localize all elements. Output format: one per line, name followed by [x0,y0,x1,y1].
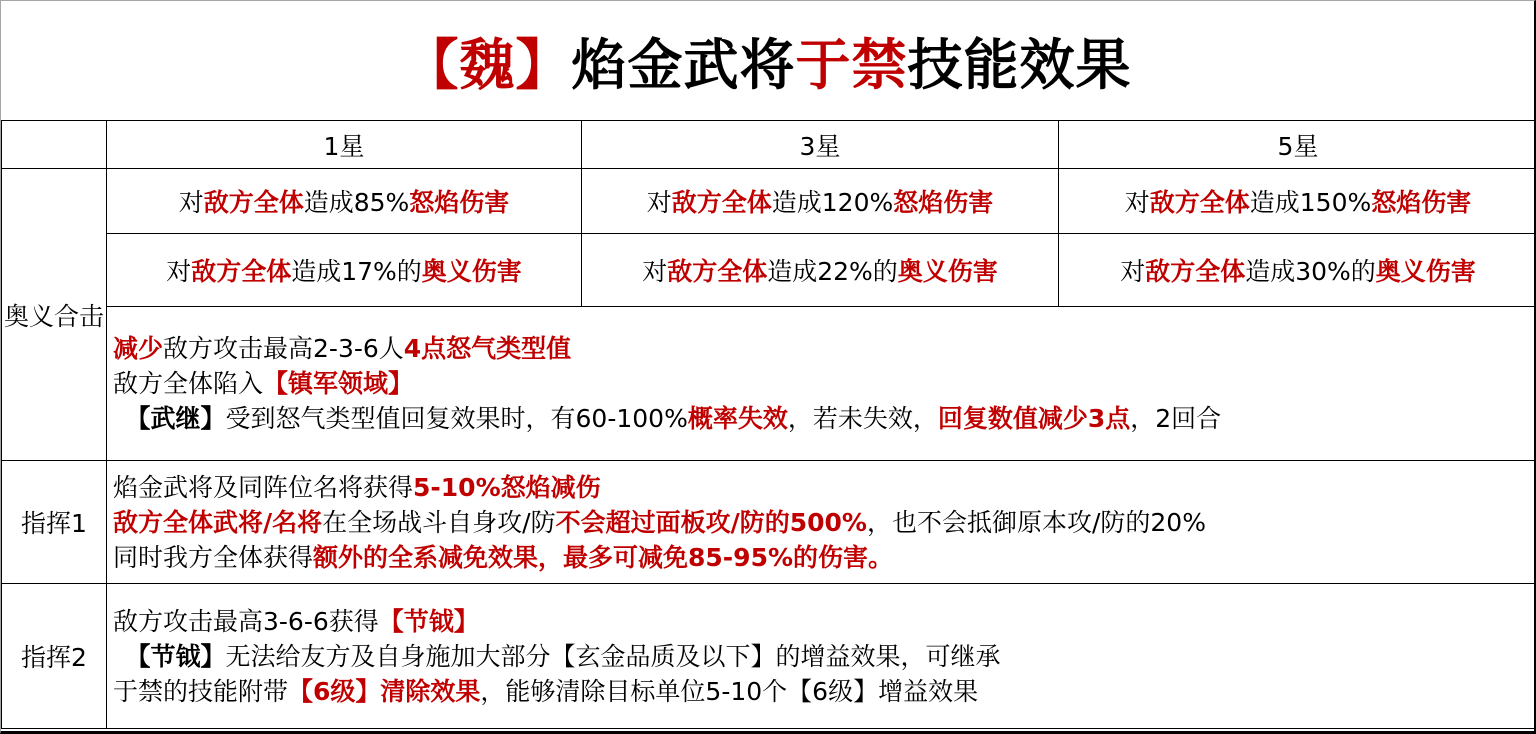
text-segment: 造成30%的 [1245,257,1376,286]
cell-ougi-damage-1star [107,234,582,307]
text-segment: 对 [1120,257,1146,286]
text-segment: 概率失效 [687,404,788,433]
cell-aoyi-extra-effects [107,307,1536,461]
text-segment: 对 [646,188,672,217]
text-segment: ，能够清除目标单位5-10个【6级】增益效果 [480,676,979,706]
text-segment: 敌方攻击最高3-6-6获得 [113,606,379,636]
text-segment: 造成120% [771,188,894,217]
text-segment: 于禁的技能附带 [113,676,289,706]
cell-rage-damage-1star [107,169,582,234]
table-line [113,505,1533,540]
text-segment: ，也不会抵御原本攻/防的20% [866,507,1206,537]
text-segment: 敌方全体 [667,257,768,286]
table-line [113,639,1533,674]
text-segment: 造成17%的 [291,257,422,286]
text-segment: 奥义伤害 [1375,257,1476,286]
col-header-3star: 3星 [582,121,1059,169]
text-segment: 造成22%的 [767,257,898,286]
text-segment: 不会超过面板攻/防的500% [555,507,867,537]
table-line [113,331,1533,366]
text-segment: 【节钺】 [378,606,479,636]
text-segment: 在全场战斗自身攻/防 [322,507,556,537]
table-line [113,401,1533,436]
text-segment: 对 [166,257,192,286]
text-segment: 敌方全体 [671,188,772,217]
text-segment: 焰金武将 [571,33,796,97]
text-segment: 无法给友方及自身施加大部分【玄金品质及以下】的增益效果，可继承 [225,641,1001,671]
text-segment: 【魏】 [403,33,572,97]
table-line [113,366,1533,401]
text-segment: 敌方攻击最高2-3-6人 [163,334,404,363]
row-label-aoyi-heji: 奥义合击 [2,169,107,461]
cell-ougi-damage-5star [1059,234,1536,307]
text-segment: 于禁 [795,33,908,97]
cell-zhihui1-effects [107,461,1536,584]
text-segment: 奥义伤害 [421,257,522,286]
text-segment: 减少 [113,334,164,363]
cell-rage-damage-5star [1059,169,1536,234]
text-segment: 敌方全体武将/名将 [113,507,323,537]
col-header-1star: 1星 [107,121,582,169]
text-segment: 额外的全系减免效果，最多可减免85-95%的伤害。 [313,542,894,572]
text-segment: 敌方全体陷入 [113,369,264,398]
cell-zhihui2-effects [107,584,1536,729]
text-segment: 4点怒气类型值 [403,334,572,363]
text-segment: 【6级】清除效果 [288,676,481,706]
text-segment: 造成85% [303,188,410,217]
text-segment: ，2回合 [1130,404,1222,433]
ougi-damage-row [2,234,1536,307]
text-segment: 奥义伤害 [897,257,998,286]
aoyi-extra-row [2,307,1536,461]
text-segment: 对 [1124,188,1150,217]
text-segment: 技能效果 [907,33,1132,97]
text-segment: 【武继】 [113,404,226,433]
corner-empty-cell [2,121,107,169]
text-segment: ，若未失效， [787,404,938,433]
text-segment: 怒焰伤害 [893,188,994,217]
text-segment: 受到怒气类型值回复效果时，有60-100% [225,404,688,433]
rage-damage-row [2,169,1536,234]
text-segment: 5-10%怒焰减伤 [413,472,601,502]
col-header-5star: 5星 [1059,121,1536,169]
text-segment: 怒焰伤害 [1371,188,1472,217]
text-segment: 敌方全体 [1149,188,1250,217]
text-segment: 【镇军领域】 [263,369,414,398]
text-segment: 造成150% [1249,188,1372,217]
text-segment: 敌方全体 [1145,257,1246,286]
cell-ougi-damage-3star [582,234,1059,307]
text-segment: 【节钺】 [113,641,226,671]
cell-rage-damage-3star [582,169,1059,234]
text-segment: 敌方全体 [203,188,304,217]
text-segment: 敌方全体 [191,257,292,286]
text-segment: 对 [178,188,204,217]
table-line [113,674,1533,709]
table-line [113,604,1533,639]
text-segment: 怒焰伤害 [409,188,510,217]
text-segment: 对 [642,257,668,286]
row-label-zhihui1: 指挥1 [2,461,107,584]
header-row [2,121,1536,169]
zhihui2-row [2,584,1536,729]
row-label-zhihui2: 指挥2 [2,584,107,729]
table-line [113,540,1533,575]
text-segment: 焰金武将及同阵位名将获得 [113,472,414,502]
table-line [113,470,1533,505]
text-segment: 同时我方全体获得 [113,542,314,572]
skill-table [1,120,1536,729]
page-title [1,1,1534,120]
zhihui1-row [2,461,1536,584]
text-segment: 回复数值减少3点 [937,404,1131,433]
